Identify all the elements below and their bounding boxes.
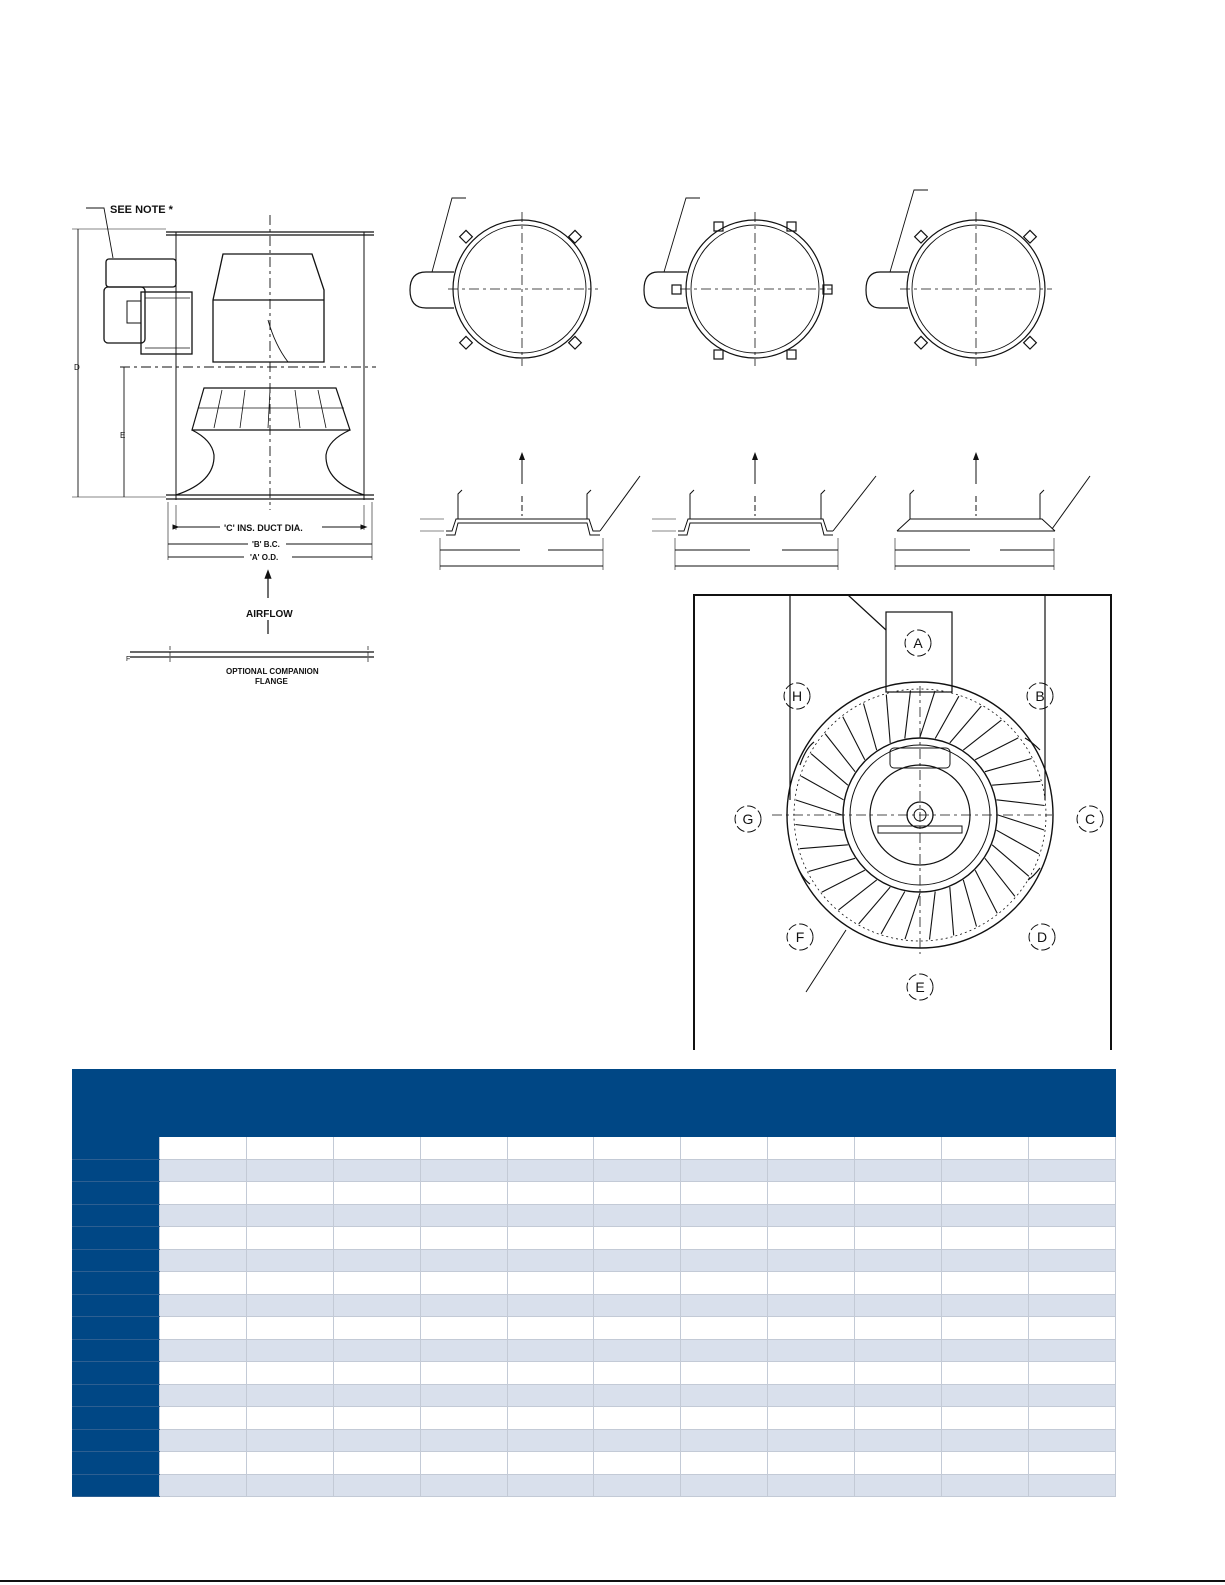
table-cell xyxy=(681,1384,768,1407)
table-cell xyxy=(855,1407,942,1430)
impeller-blade xyxy=(950,706,982,743)
table-cell xyxy=(1028,1249,1115,1272)
impeller-blade xyxy=(920,691,935,737)
table-cell xyxy=(681,1407,768,1430)
flange-section-detail-3 xyxy=(895,456,1090,570)
table-cell xyxy=(159,1227,246,1250)
table-subheader-cell xyxy=(942,1092,1029,1137)
motor-position-frame xyxy=(694,595,1111,1050)
table-subheader-cell xyxy=(420,1092,507,1137)
table-cell xyxy=(594,1452,681,1475)
table-cell xyxy=(246,1249,333,1272)
dim-b-label: 'B' B.C. xyxy=(252,540,280,549)
impeller-blade xyxy=(975,870,997,913)
flange-section-detail-1 xyxy=(420,456,640,570)
table-cell xyxy=(594,1137,681,1160)
table-cell xyxy=(420,1362,507,1385)
table-cell xyxy=(246,1452,333,1475)
impeller-blade xyxy=(796,800,842,815)
table-cell xyxy=(855,1249,942,1272)
row-header-cell xyxy=(73,1452,160,1475)
row-header-cell xyxy=(73,1137,160,1160)
dim-a-label: 'A' O.D. xyxy=(250,553,279,562)
table-cell xyxy=(507,1339,594,1362)
table-cell xyxy=(246,1362,333,1385)
table-cell xyxy=(420,1227,507,1250)
table-cell xyxy=(594,1182,681,1205)
table-cell xyxy=(507,1429,594,1452)
table-cell xyxy=(420,1159,507,1182)
table-cell xyxy=(246,1407,333,1430)
table-header-last xyxy=(1028,1070,1115,1137)
companion-flange-label-line2: FLANGE xyxy=(255,677,288,686)
table-cell xyxy=(942,1362,1029,1385)
table-cell xyxy=(159,1272,246,1295)
table-cell xyxy=(942,1429,1029,1452)
table-cell xyxy=(246,1474,333,1497)
table-cell xyxy=(768,1272,855,1295)
table-cell xyxy=(507,1272,594,1295)
row-header-cell xyxy=(73,1204,160,1227)
table-row xyxy=(73,1227,1116,1250)
table-cell xyxy=(333,1159,420,1182)
table-cell xyxy=(594,1474,681,1497)
table-cell xyxy=(768,1227,855,1250)
table-cell xyxy=(507,1137,594,1160)
row-header-cell xyxy=(73,1474,160,1497)
table-cell xyxy=(420,1204,507,1227)
table-cell xyxy=(768,1204,855,1227)
table-cell xyxy=(420,1474,507,1497)
table-subheader-cell xyxy=(855,1092,942,1137)
row-header-cell xyxy=(73,1429,160,1452)
table-cell xyxy=(594,1339,681,1362)
rotation-marker-label: H xyxy=(791,688,803,704)
flange-plan-view-3 xyxy=(866,190,1052,366)
table-cell xyxy=(159,1452,246,1475)
table-cell xyxy=(333,1429,420,1452)
table-cell xyxy=(681,1339,768,1362)
impeller-blade xyxy=(801,776,843,800)
table-cell xyxy=(246,1227,333,1250)
table-cell xyxy=(1028,1227,1115,1250)
table-cell xyxy=(942,1407,1029,1430)
table-cell xyxy=(507,1227,594,1250)
table-cell xyxy=(333,1227,420,1250)
rotation-marker-label: F xyxy=(795,929,805,945)
impeller-blade xyxy=(809,858,856,871)
impeller-blade xyxy=(992,781,1040,785)
impeller-blade xyxy=(950,887,954,935)
row-header-cell xyxy=(73,1182,160,1205)
table-subheader-cell xyxy=(768,1092,855,1137)
table-row xyxy=(73,1182,1116,1205)
table-cell xyxy=(594,1384,681,1407)
table-cell xyxy=(942,1272,1029,1295)
table-header-dimensions-group xyxy=(159,1070,1028,1092)
table-cell xyxy=(594,1362,681,1385)
impeller-blade xyxy=(905,690,911,738)
dim-d-label: D xyxy=(74,363,80,372)
table-cell xyxy=(942,1204,1029,1227)
impeller-blade xyxy=(963,720,1001,750)
table-cell xyxy=(942,1317,1029,1340)
impeller-blade xyxy=(811,754,848,786)
companion-flange-label-line1: OPTIONAL COMPANION xyxy=(226,667,319,676)
table-cell xyxy=(159,1294,246,1317)
table-cell xyxy=(420,1429,507,1452)
table-cell xyxy=(768,1249,855,1272)
impeller-blade xyxy=(822,870,865,892)
table-cell xyxy=(594,1272,681,1295)
table-row xyxy=(73,1317,1116,1340)
table-cell xyxy=(420,1317,507,1340)
impeller-blade xyxy=(795,825,843,831)
table-cell xyxy=(681,1204,768,1227)
table-cell xyxy=(159,1384,246,1407)
table-cell xyxy=(507,1452,594,1475)
table-subheader-cell xyxy=(594,1092,681,1137)
row-header-cell xyxy=(73,1159,160,1182)
table-cell xyxy=(246,1294,333,1317)
table-cell xyxy=(768,1407,855,1430)
table-cell xyxy=(159,1182,246,1205)
table-cell xyxy=(420,1137,507,1160)
table-cell xyxy=(507,1407,594,1430)
table-cell xyxy=(159,1429,246,1452)
rotation-marker-label: E xyxy=(915,979,925,995)
table-cell xyxy=(507,1474,594,1497)
table-cell xyxy=(768,1429,855,1452)
dim-e-label: E xyxy=(120,431,126,440)
table-cell xyxy=(768,1384,855,1407)
table-cell xyxy=(594,1249,681,1272)
table-cell xyxy=(246,1137,333,1160)
impeller-blade xyxy=(985,858,1015,896)
table-cell xyxy=(159,1407,246,1430)
table-cell xyxy=(246,1317,333,1340)
table-cell xyxy=(333,1474,420,1497)
table-cell xyxy=(768,1182,855,1205)
impeller-blade xyxy=(864,704,877,751)
table-subheader-cell xyxy=(681,1092,768,1137)
table-cell xyxy=(333,1317,420,1340)
table-cell xyxy=(594,1429,681,1452)
row-header-cell xyxy=(73,1317,160,1340)
table-cell xyxy=(159,1204,246,1227)
table-cell xyxy=(159,1137,246,1160)
table-cell xyxy=(855,1452,942,1475)
row-header-cell xyxy=(73,1294,160,1317)
footer-rule xyxy=(0,1580,1225,1582)
table-cell xyxy=(246,1159,333,1182)
table-cell xyxy=(594,1204,681,1227)
table-cell xyxy=(855,1429,942,1452)
table-cell xyxy=(594,1294,681,1317)
table-cell xyxy=(420,1272,507,1295)
impeller-blade xyxy=(886,695,890,743)
table-cell xyxy=(1028,1407,1115,1430)
impeller-blade xyxy=(992,845,1029,877)
table-cell xyxy=(768,1294,855,1317)
table-cell xyxy=(942,1339,1029,1362)
table-cell xyxy=(420,1249,507,1272)
table-cell xyxy=(681,1452,768,1475)
table-cell xyxy=(333,1182,420,1205)
table-cell xyxy=(507,1384,594,1407)
table-cell xyxy=(333,1249,420,1272)
table-cell xyxy=(855,1294,942,1317)
table-cell xyxy=(681,1317,768,1340)
impeller-blade xyxy=(905,893,920,939)
table-cell xyxy=(1028,1272,1115,1295)
flange-plan-view-1 xyxy=(410,198,598,366)
table-subheader-row xyxy=(73,1092,1116,1137)
impeller-blade xyxy=(800,845,848,849)
table-cell xyxy=(942,1474,1029,1497)
table-cell xyxy=(420,1339,507,1362)
rotation-marker-label: G xyxy=(742,811,754,827)
table-cell xyxy=(159,1159,246,1182)
table-cell xyxy=(594,1317,681,1340)
table-cell xyxy=(594,1227,681,1250)
row-header-cell xyxy=(73,1362,160,1385)
table-row xyxy=(73,1137,1116,1160)
table-cell xyxy=(768,1317,855,1340)
table-cell xyxy=(420,1452,507,1475)
table-cell xyxy=(1028,1137,1115,1160)
table-cell xyxy=(942,1159,1029,1182)
row-header-cell xyxy=(73,1339,160,1362)
impeller-blade xyxy=(859,887,891,924)
table-cell xyxy=(1028,1339,1115,1362)
table-cell xyxy=(942,1452,1029,1475)
impeller-blade xyxy=(825,734,855,772)
table-cell xyxy=(246,1429,333,1452)
table-cell xyxy=(159,1474,246,1497)
table-cell xyxy=(768,1452,855,1475)
table-cell xyxy=(855,1474,942,1497)
impeller-blade xyxy=(881,892,905,934)
table-cell xyxy=(1028,1294,1115,1317)
table-cell xyxy=(1028,1452,1115,1475)
impeller-blade xyxy=(930,892,936,940)
table-cell xyxy=(420,1384,507,1407)
table-cell xyxy=(246,1204,333,1227)
table-cell xyxy=(855,1339,942,1362)
table-cell xyxy=(681,1249,768,1272)
table-cell xyxy=(681,1137,768,1160)
table-cell xyxy=(942,1137,1029,1160)
table-cell xyxy=(855,1137,942,1160)
table-cell xyxy=(1028,1159,1115,1182)
rotation-marker-label: C xyxy=(1084,811,1096,827)
table-row xyxy=(73,1407,1116,1430)
table-row xyxy=(73,1204,1116,1227)
dim-c-label: 'C' INS. DUCT DIA. xyxy=(224,523,303,533)
impeller-blade xyxy=(985,759,1032,772)
table-subheader-cell xyxy=(507,1092,594,1137)
table-cell xyxy=(855,1159,942,1182)
dimension-table xyxy=(72,1069,1116,1497)
table-cell xyxy=(333,1407,420,1430)
table-cell xyxy=(159,1362,246,1385)
table-cell xyxy=(942,1384,1029,1407)
table-cell xyxy=(594,1407,681,1430)
table-row xyxy=(73,1474,1116,1497)
table-cell xyxy=(594,1159,681,1182)
impeller-blade xyxy=(997,800,1045,806)
flange-plan-view-2 xyxy=(644,198,832,366)
table-cell xyxy=(768,1474,855,1497)
table-row xyxy=(73,1249,1116,1272)
flange-section-detail-2 xyxy=(652,456,876,570)
table-cell xyxy=(507,1249,594,1272)
table-cell xyxy=(942,1182,1029,1205)
table-cell xyxy=(333,1362,420,1385)
impeller-blade xyxy=(935,696,959,738)
table-cell xyxy=(159,1317,246,1340)
table-cell xyxy=(681,1227,768,1250)
table-cell xyxy=(855,1182,942,1205)
table-cell xyxy=(333,1452,420,1475)
table-subheader-cell xyxy=(333,1092,420,1137)
impeller-blade xyxy=(843,717,865,760)
table-cell xyxy=(159,1339,246,1362)
row-header-cell xyxy=(73,1249,160,1272)
table-cell xyxy=(1028,1317,1115,1340)
table-cell xyxy=(507,1294,594,1317)
table-cell xyxy=(420,1182,507,1205)
table-cell xyxy=(942,1249,1029,1272)
table-cell xyxy=(333,1339,420,1362)
table-cell xyxy=(1028,1204,1115,1227)
table-cell xyxy=(333,1272,420,1295)
table-cell xyxy=(681,1474,768,1497)
side-elevation-view xyxy=(72,208,376,663)
impeller-blade xyxy=(998,815,1044,830)
table-cell xyxy=(159,1249,246,1272)
rotation-marker-label: D xyxy=(1036,929,1048,945)
rotation-marker-label: B xyxy=(1035,688,1045,704)
table-cell xyxy=(507,1204,594,1227)
table-cell xyxy=(1028,1474,1115,1497)
table-row xyxy=(73,1384,1116,1407)
table-cell xyxy=(246,1384,333,1407)
table-cell xyxy=(855,1317,942,1340)
table-row xyxy=(73,1339,1116,1362)
table-subheader-cell xyxy=(159,1092,246,1137)
impeller-blade xyxy=(963,880,976,927)
table-cell xyxy=(507,1362,594,1385)
table-cell xyxy=(507,1317,594,1340)
table-cell xyxy=(333,1204,420,1227)
table-cell xyxy=(681,1182,768,1205)
table-cell xyxy=(246,1272,333,1295)
table-cell xyxy=(333,1294,420,1317)
table-cell xyxy=(768,1137,855,1160)
table-cell xyxy=(942,1227,1029,1250)
row-header-cell xyxy=(73,1384,160,1407)
table-subheader-cell xyxy=(246,1092,333,1137)
table-row xyxy=(73,1159,1116,1182)
table-cell xyxy=(681,1362,768,1385)
dimension-table-body xyxy=(73,1137,1116,1497)
table-cell xyxy=(1028,1384,1115,1407)
row-header-cell xyxy=(73,1272,160,1295)
table-cell xyxy=(420,1294,507,1317)
table-cell xyxy=(333,1384,420,1407)
table-cell xyxy=(681,1429,768,1452)
table-cell xyxy=(333,1137,420,1160)
airflow-label: AIRFLOW xyxy=(246,609,293,620)
row-header-cell xyxy=(73,1227,160,1250)
table-cell xyxy=(681,1294,768,1317)
table-cell xyxy=(681,1272,768,1295)
table-cell xyxy=(855,1384,942,1407)
table-cell xyxy=(246,1182,333,1205)
table-cell xyxy=(855,1272,942,1295)
table-cell xyxy=(855,1204,942,1227)
table-cell xyxy=(420,1407,507,1430)
table-cell xyxy=(768,1339,855,1362)
table-cell xyxy=(507,1159,594,1182)
table-cell xyxy=(942,1294,1029,1317)
table-row xyxy=(73,1452,1116,1475)
table-cell xyxy=(855,1362,942,1385)
table-cell xyxy=(768,1159,855,1182)
table-row xyxy=(73,1362,1116,1385)
table-cell xyxy=(681,1159,768,1182)
row-header-cell xyxy=(73,1407,160,1430)
table-cell xyxy=(246,1339,333,1362)
table-cell xyxy=(1028,1182,1115,1205)
see-note-label: SEE NOTE * xyxy=(110,204,173,216)
table-row xyxy=(73,1429,1116,1452)
table-cell xyxy=(507,1182,594,1205)
table-cell xyxy=(1028,1362,1115,1385)
dim-f-label: F xyxy=(126,656,131,663)
rotation-marker-label: A xyxy=(913,635,923,651)
table-row xyxy=(73,1294,1116,1317)
table-row xyxy=(73,1272,1116,1295)
table-cell xyxy=(1028,1429,1115,1452)
table-header-size xyxy=(73,1070,160,1137)
impeller-blade xyxy=(839,880,877,910)
table-cell xyxy=(768,1362,855,1385)
impeller-blade xyxy=(975,738,1018,760)
table-cell xyxy=(855,1227,942,1250)
impeller-blade xyxy=(997,830,1039,854)
